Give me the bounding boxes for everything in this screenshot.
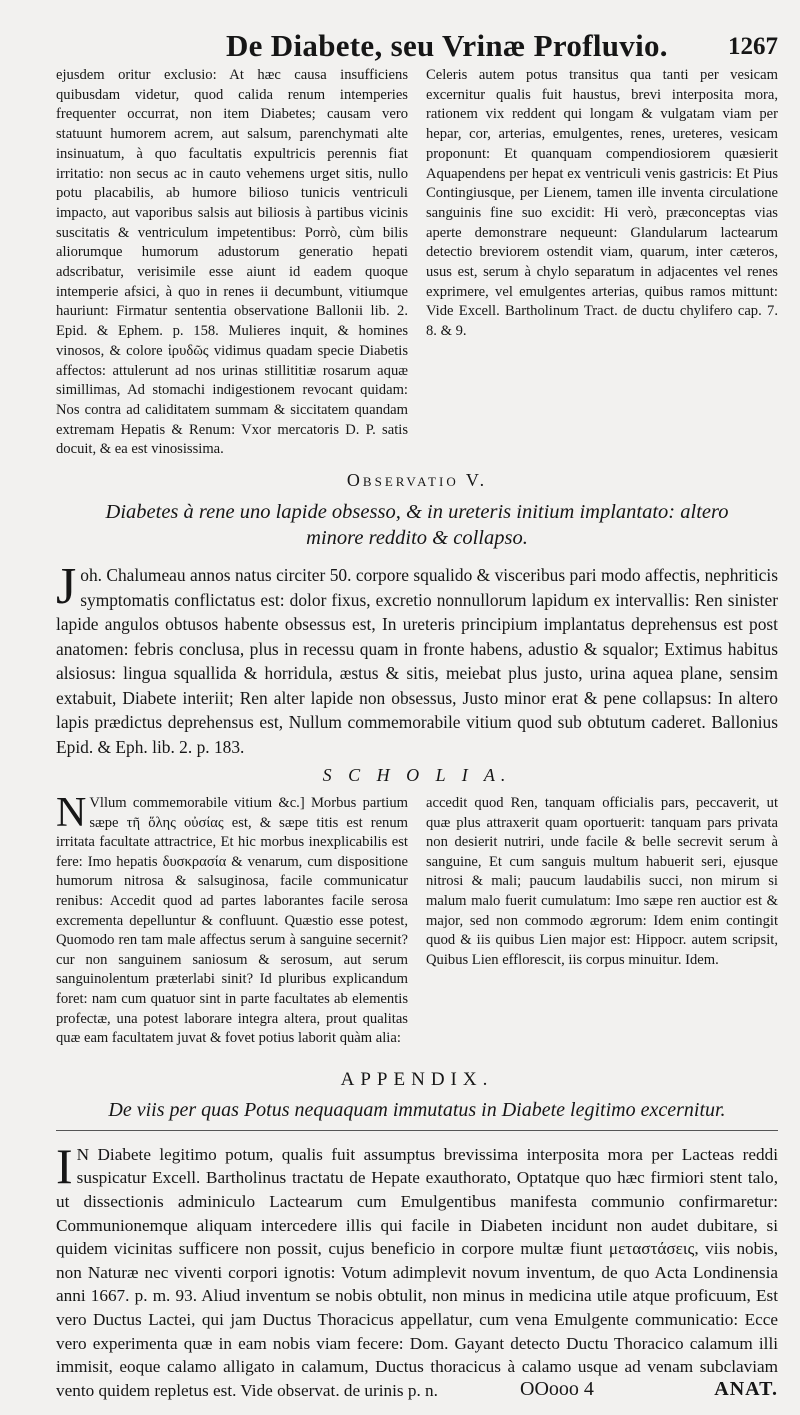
appendix-rule: [56, 1130, 778, 1131]
observatio-body: [56, 558, 778, 759]
scholia-left-column: [56, 790, 408, 1049]
observatio-dropcap: J: [56, 558, 77, 616]
appendix-subtitle: De viis per quas Potus nequaquam immutatus in Diabete legitimo excernitur.: [108, 1098, 726, 1121]
page-number: 1267: [728, 33, 778, 60]
observatio-text: oh. Chalumeau annos natus circiter 50. corpore squalido & visceribus pari modo affectis, nephriticis symptomatis conflictatus est: dolor fixus, excretio nonnullorum lapidum ex intervallis: Ren sinister lapide angulos obtusos habente obsessus est, In ureteris principium implantatus deprehensus est post anatomen: febris conclusa, plus in recessu quam in fronte habens, adustio & squalor; Extimus habitus alsiosus: lingua squallida & horridula, æstus & sitis, meiebat plus justo, urina aquea plane, sensim extabuit, Diabete interiit; Ren alter lapide non obsessus, Justo minor erat & pene collapsus: In altero lapis prædictus deprehensus est, Nullum commemorabile vitium quod sub obtutum caderet. Ballonius Epid. & Eph. lib. 2. p. 183.: [56, 565, 778, 757]
appendix-dropcap: I: [56, 1137, 73, 1194]
scholia-right-text: accedit quod Ren, tanquam officialis pars, peccaverit, ut quæ plus attraxerit quam oportuerit: tanquam pars privata non desierit nutriri, unde facile & belle secrevit serum à sanguine, Et cum sanguis multum habuerit seri, ejusque nitrosi & mali; paucum laudabilis succi, non mirum si malum malo fuerit cumulatum: Imo sæpe ren auctior est & major, sed non commodo ægrorum: Idem enim contingit quod & iis quibus Lien major est: Hippocr. autem scripsit, Quibus Lien efflorescit, iis corpus minuitur. Idem.: [426, 795, 778, 968]
appendix-body: [56, 1137, 778, 1403]
top-right-text: Celeris autem potus transitus qua tanti per vesicam excernitur qualis fuit haustus, brevi interposita mora, rationem vix reddent qui longam & vulgatam viam per hepar, cor, arterias, emulgentes, renes, ureteres, vesicam proponunt: Et quanquam compendiosiorem quæsierit Aquapendens per hepat ex ventriculi venis gastricis: Et Pius Contingiusque, per Lienem, tamen ille inventa circulatione sanguinis fine suo excidit: Hi verò, præconceptas vias aperte demonstrare nequeunt: Glandularum lactearum detectio breviorem ostendit viam, quarum, inter cæteros, usus est, serum à chylo separatum in adjacentes vel renes exprimere, vel emulgentes arterias, quibus ramos mittunt: Vide Excell. Bartholinum Tract. de ductu chylifero cap. 7. 8. & 9.: [426, 67, 778, 340]
top-two-columns: [56, 66, 778, 460]
scholia-heading: S C H O L I A.: [322, 765, 512, 786]
signature-mark: OOooo 4: [520, 1378, 594, 1400]
top-right-column: [426, 66, 778, 460]
appendix-heading: APPENDIX.: [340, 1068, 494, 1090]
observatio-heading: Observatio V.: [346, 470, 488, 491]
scholia-right-column: [426, 794, 778, 1049]
observatio-subtitle: Diabetes à rene uno lapide obsesso, & in ureteris initium implantato: altero minore reddito & collapso.: [105, 501, 729, 550]
appendix-text: N Diabete legitimo potum, qualis fuit assumptus brevissima interposita mora per Lacteas reddi suspicatur Excell. Bartholinus tractatu de Hepate exauthorato, Optatque quo hæc firmiori stent talo, ut dissectionis adminiculo Lactearum cum Emulgentibus manifesta communio confirmaretur: Communionemque aliquam intercedere illis qui facile in Diabeten incidunt non audet dubitare, si quidem vicinitas sufficere non possit, cujus beneficio in corpore multæ fiunt μεταστάσεις, viis nobis, non Naturæ nec viventi corpori ignotis: Votum adimplevit novum inventum, de quo Acta Londinensia anni 1667. p. m. 93. Aliud inventum se nobis obtulit, non minus in medicina utile atque proficuum, Est vero Ductus Lactei, qui jam Ductus Thoracicus appellatur, cum vena Emulgente communicatio: Ecce vero experimenta quæ in eam nobis viam fecere: Dom. Gayant detecto Ductu Thoracico calamum illi immisit, eoque calamo alligato in calamum, Ductus thoracicus à calamo usque ad venam subclaviam vento quidem repletus est. Vide observat. de urinis p. n.: [56, 1144, 778, 1400]
scholia-columns: [56, 790, 778, 1049]
running-header: [56, 0, 778, 66]
top-left-text: ejusdem oritur exclusio: At hæc causa insufficiens quibusdam videtur, quod calida renum intemperies frequenter occurrat, non item Diabetes; causam vero statuunt humorem acrem, aut salsum, parenchymati alte insinuatum, à quo facultatis expultricis perennis fiat irritatio: non secus ac in cauto vehemens urget sitis, nullo potu placabilis, ab humore bilioso tunicis ventriculi impacto, aut vaporibus salsis aut biliosis à partibus vicinis suscitatis & ventriculum impetentibus: Porrò, cùm bilis aliorumque humorum adustorum generatio hepati adscribatur, verisimile esse aiunt id eadem quoque intemperie afsici, à quo in renes ii decumbunt, vitiumque hauriunt: Firmatur sententia observatione Ballonii lib. 2. Epid. & Ephem. p. 158. Mulieres inquit, & homines vinosos, & colore ἰρυδῶς vidimus quadam specie Diabetis affectos: attulerunt ad nos urinas stillititiæ rosarum aquæ simillimas, Ad stomachi indigestionem revocant quidam: Nos contra ad caliditatem summam & siccitatem quandam extremam Hepatis & Renum: Vxor mercatoris D. P. satis docuit, & ea est vinosissima.: [56, 67, 408, 458]
page-footer: [0, 1378, 800, 1408]
catchword: ANAT.: [714, 1378, 778, 1400]
scholia-dropcap: N: [56, 790, 87, 837]
running-title: De Diabete, seu Vrinæ Profluvio.: [226, 28, 668, 63]
scholia-left-text: Vllum commemorabile vitium &c.] Morbus partium sæpe τῆ ὅλης οὐσίας est, & sæpe titis est renum irritata facultate attractrice, Et hic morbus inexplicabilis est fere: Imo hepatis δυσκρασία & venarum, cum dispositione humorum nitrosa & salsuginosa, facile communicatur renibus: Accedit quod ad partes laborantes facile serosa excrementa depelluntur & confluunt. Quæstio esse potest, Quomodo ren tam male affectus serum à sanguine secernit? cur non sanguinem saniosum & serosum, aut serum sanguinolentum præterlabi sinit? Id pluribus explicandum foret: nam cum quatuor sint in parte facultates ab elementis profectæ, una potest laborare integra altera, prout qualitas quæ eam facultatem juvat & fovet potius laborit quàm alia:: [56, 795, 408, 1047]
top-left-column: [56, 66, 408, 460]
